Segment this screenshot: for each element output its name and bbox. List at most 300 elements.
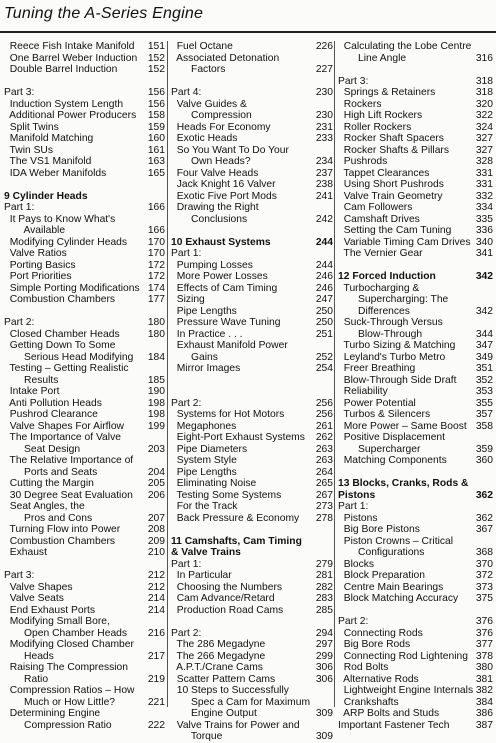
toc-page-number: 320	[475, 98, 493, 110]
toc-entry	[171, 421, 333, 433]
toc-page-number: 185	[147, 374, 165, 386]
toc-page-number: 297	[315, 639, 333, 650]
toc-page-number: 342	[475, 305, 493, 317]
toc-page-number: 199	[147, 420, 165, 432]
toc-entry-title: Pipe Diameters	[171, 443, 248, 455]
toc-entry	[4, 674, 165, 686]
toc-entry-title: Valve Guides &	[171, 98, 247, 110]
toc-entry	[171, 363, 333, 375]
toc-entry-title: Eliminating Noise	[171, 478, 257, 489]
toc-page-number: 382	[475, 685, 493, 696]
toc-entry-title: Four Valve Heads	[171, 167, 259, 179]
toc-entry-title: Pressure Wave Tuning	[171, 317, 281, 328]
toc-entry-title: Freer Breathing	[338, 363, 416, 374]
toc-entry	[4, 639, 165, 651]
toc-entry	[338, 501, 493, 513]
toc-entry	[4, 628, 165, 640]
toc-entry-title: Modifying Small Bore,	[4, 616, 110, 627]
toc-entry-title: Eight-Port Exhaust Systems	[171, 432, 305, 443]
toc-entry	[338, 536, 493, 548]
toc-page-number: 180	[147, 317, 165, 328]
toc-chapter-heading	[338, 478, 493, 490]
toc-entry-title: Line Angle	[338, 52, 407, 64]
toc-entry-title: Sizing	[171, 294, 205, 305]
toc-spacer	[171, 225, 333, 237]
toc-entry-title: Getting Down To Some	[4, 340, 116, 351]
toc-entry	[171, 294, 333, 306]
toc-entry-title: Gains	[171, 351, 218, 363]
toc-spacer	[171, 76, 333, 88]
toc-entry	[338, 593, 493, 605]
toc-page-number: 250	[315, 317, 333, 328]
toc-entry	[4, 363, 165, 375]
toc-entry	[171, 478, 333, 490]
toc-page-number: 381	[475, 673, 493, 685]
toc-entry	[338, 639, 493, 651]
toc-entry	[4, 432, 165, 444]
toc-page-number: 244	[315, 236, 333, 248]
toc-entry	[4, 317, 165, 329]
toc-entry	[171, 685, 333, 697]
toc-page-number: 386	[475, 708, 493, 719]
toc-entry-title: Fuel Octane	[171, 41, 233, 52]
column-divider	[167, 41, 168, 707]
toc-entry-title: Rocker Shaft Spacers	[338, 133, 444, 144]
toc-page-number: 251	[315, 328, 333, 340]
toc-entry-title: Part 1:	[4, 202, 35, 213]
toc-entry-title: Choosing the Numbers	[171, 581, 283, 593]
toc-entry-title: More Power – Same Boost	[338, 420, 467, 432]
toc-entry	[171, 467, 333, 479]
toc-page-number: 159	[147, 121, 165, 133]
toc-entry-title: Power Potential	[338, 397, 416, 409]
toc-entry	[338, 628, 493, 640]
toc-entry-title: Modifying Cylinder Heads	[4, 236, 128, 248]
toc-page-number: 222	[147, 719, 165, 731]
toc-entry	[171, 329, 333, 341]
toc-entry-title: The 266 Megadyne	[171, 650, 266, 662]
toc-entry-title: 30 Degree Seat Evaluation	[4, 489, 133, 501]
toc-entry-title: Piston Crowns – Critical	[338, 535, 454, 547]
toc-entry	[4, 616, 165, 628]
toc-entry-title: Heads For Economy	[171, 121, 271, 133]
toc-entry	[171, 444, 333, 456]
toc-column-1	[4, 41, 165, 731]
toc-page-number: 209	[147, 535, 165, 547]
toc-entry-title: Big Bore Pistons	[338, 524, 420, 535]
toc-entry-title: Matching Components	[338, 455, 447, 466]
toc-entry-title: Configurations	[338, 547, 425, 558]
toc-entry-title: Positive Displacement	[338, 432, 446, 443]
toc-page-number: 163	[147, 156, 165, 167]
toc-page-number: 359	[475, 443, 493, 455]
toc-entry	[4, 133, 165, 145]
toc-entry-title: Compression Ratios – How	[4, 685, 135, 696]
toc-page-number: 335	[475, 213, 493, 225]
toc-page-number: 387	[475, 719, 493, 731]
toc-entry-title: Twin SUs	[4, 144, 54, 156]
toc-entry	[4, 685, 165, 697]
toc-chapter-heading	[171, 536, 333, 548]
toc-page-number: 283	[315, 593, 333, 604]
toc-page-number: 237	[315, 167, 333, 179]
page-header	[0, 0, 496, 36]
toc-entry	[338, 145, 493, 157]
toc-entry	[171, 398, 333, 410]
toc-page-number: 230	[315, 110, 333, 121]
toc-page-number: 234	[315, 156, 333, 167]
toc-entry-title: IDA Weber Manifolds	[4, 167, 107, 179]
toc-entry-title: Own Heads?	[171, 156, 251, 167]
toc-entry	[171, 99, 333, 111]
toc-entry-title: For the Track	[171, 501, 238, 512]
toc-page-number: 309	[315, 731, 333, 742]
toc-entry-title: Part 4:	[171, 87, 202, 98]
toc-entry	[4, 582, 165, 594]
toc-entry-title: Part 2:	[338, 616, 369, 627]
toc-entry	[338, 110, 493, 122]
toc-page-number: 299	[315, 650, 333, 662]
toc-page-number: 212	[147, 570, 165, 581]
toc-entry-title: Split Twins	[4, 121, 59, 133]
toc-page-number: 256	[315, 409, 333, 420]
toc-page-number: 331	[475, 167, 493, 179]
toc-entry	[4, 156, 165, 168]
toc-page-number: 334	[475, 202, 493, 213]
toc-page-number: 336	[475, 225, 493, 236]
toc-entry	[4, 99, 165, 111]
toc-page-number: 174	[147, 282, 165, 294]
toc-page-number: 160	[147, 133, 165, 144]
toc-entry-title: Part 2:	[171, 397, 202, 409]
toc-entry-title: Exhaust	[4, 547, 47, 558]
toc-entry-title: Big Bore Rods	[338, 639, 411, 650]
toc-entry	[171, 133, 333, 145]
toc-entry	[4, 41, 165, 53]
toc-entry-title: Drawing the Right	[171, 202, 259, 213]
toc-page-number: 156	[147, 87, 165, 98]
toc-entry	[171, 582, 333, 594]
toc-entry	[4, 421, 165, 433]
toc-entry-title: Scatter Pattern Cams	[171, 673, 276, 685]
toc-entry-title: Pumping Losses	[171, 259, 253, 271]
toc-page-number: 380	[475, 662, 493, 673]
toc-page-number: 205	[147, 478, 165, 489]
toc-page-number: 208	[147, 524, 165, 535]
toc-entry-title: Raising The Compression	[4, 662, 129, 673]
toc-entry	[4, 237, 165, 249]
toc-page-number: 344	[475, 328, 493, 340]
toc-entry-title: Part 1:	[171, 558, 202, 570]
toc-page-number: 170	[147, 236, 165, 248]
toc-entry-title: 11 Camshafts, Cam Timing	[171, 535, 302, 547]
toc-entry-title: Combustion Chambers	[4, 294, 116, 305]
toc-page-number: 279	[315, 558, 333, 570]
toc-entry-title: Seat Design	[4, 443, 81, 455]
toc-entry-title: Torque	[171, 731, 223, 742]
toc-entry-title: Much or How Little?	[4, 696, 116, 708]
toc-spacer	[338, 605, 493, 617]
toc-entry-title: In Practice . . .	[171, 328, 243, 340]
toc-page-number: 340	[475, 236, 493, 248]
toc-entry-title: Effects of Cam Timing	[171, 282, 278, 294]
toc-page-number: 166	[147, 225, 165, 236]
toc-entry-title: System Style	[171, 455, 237, 466]
toc-entry-title: Pistons	[338, 512, 378, 524]
toc-entry-title: Using Short Pushrods	[338, 179, 444, 190]
toc-entry-title: Exotic Heads	[171, 133, 238, 144]
toc-entry	[338, 375, 493, 387]
toc-entry-title: Open Chamber Heads	[4, 627, 128, 639]
toc-entry-title: Blocks	[338, 558, 375, 570]
toc-chapter-heading	[338, 271, 493, 283]
toc-page-number: 318	[475, 75, 493, 87]
toc-page-number: 331	[475, 179, 493, 190]
toc-page-number: 349	[475, 351, 493, 363]
toc-page-number: 230	[315, 87, 333, 98]
toc-page-number: 214	[147, 604, 165, 616]
toc-entry-title: Conclusions	[171, 213, 248, 225]
toc-entry-title: Blow-Through Side Draft	[338, 374, 457, 386]
toc-entry	[338, 547, 493, 559]
toc-entry	[4, 547, 165, 559]
toc-entry	[171, 271, 333, 283]
toc-entry	[338, 329, 493, 341]
toc-page-number: 170	[147, 248, 165, 259]
toc-page-number: 246	[315, 271, 333, 282]
toc-page-number: 347	[475, 340, 493, 351]
toc-entry	[338, 455, 493, 467]
toc-page-number: 151	[147, 41, 165, 52]
toc-entry-title: & Valve Trains	[171, 547, 241, 558]
toc-page-number: 358	[475, 420, 493, 432]
toc-entry-title: It Pays to Know What's	[4, 213, 116, 225]
toc-page-number: 263	[315, 455, 333, 466]
toc-entry-title: Cutting the Margin	[4, 478, 94, 489]
toc-entry	[4, 340, 165, 352]
toc-page-number: 203	[147, 443, 165, 455]
toc-entry	[338, 524, 493, 536]
toc-entry-title: Important Fastener Tech	[338, 719, 450, 731]
toc-entry	[171, 179, 333, 191]
toc-entry	[171, 570, 333, 582]
toc-entry-title: In Particular	[171, 570, 232, 581]
toc-entry	[4, 214, 165, 226]
toc-page-number: 206	[147, 489, 165, 501]
toc-entry	[4, 53, 165, 65]
toc-page-number: 227	[315, 64, 333, 75]
toc-entry	[171, 156, 333, 168]
toc-page-number: 327	[475, 144, 493, 156]
toc-entry-title: Serious Head Modifying	[4, 351, 134, 363]
toc-entry-title: Valve Trains for Power and	[171, 719, 300, 731]
toc-entry	[171, 168, 333, 180]
toc-entry-title: Pipe Lengths	[171, 466, 237, 478]
toc-page-number: 216	[147, 627, 165, 639]
toc-entry-title: Additional Power Producers	[4, 110, 137, 121]
toc-entry	[338, 363, 493, 375]
toc-spacer	[4, 306, 165, 318]
toc-entry-title: Combustion Chambers	[4, 535, 116, 547]
toc-entry	[171, 248, 333, 260]
toc-entry-title: Part 1:	[338, 501, 369, 512]
toc-page-number: 231	[315, 121, 333, 133]
toc-entry	[338, 421, 493, 433]
toc-page-number: 221	[147, 696, 165, 708]
toc-entry	[4, 697, 165, 709]
toc-entry-title: Intake Port	[4, 386, 60, 397]
toc-entry	[338, 99, 493, 111]
toc-entry	[4, 570, 165, 582]
toc-entry	[171, 122, 333, 134]
toc-entry-title: Part 1:	[171, 248, 202, 259]
toc-page-number: 316	[475, 52, 493, 64]
toc-entry-title: Compression	[171, 110, 252, 121]
toc-entry	[338, 76, 493, 88]
toc-entry	[171, 651, 333, 663]
toc-entry-title: Available	[4, 225, 66, 236]
toc-entry	[4, 444, 165, 456]
toc-entry	[338, 41, 493, 53]
toc-entry-title: Suck-Through Versus	[338, 317, 443, 328]
toc-page-number: 250	[315, 305, 333, 317]
toc-entry	[338, 352, 493, 364]
toc-page-number: 367	[475, 524, 493, 535]
toc-page-number: 241	[315, 190, 333, 202]
toc-entry-title: A.P.T./Crane Cams	[171, 662, 263, 673]
toc-entry	[338, 191, 493, 203]
page-title: Tuning the A-Series Engine	[4, 5, 204, 22]
toc-entry-title: Systems for Hot Motors	[171, 409, 285, 420]
toc-entry-title: The Importance of Valve	[4, 432, 121, 443]
toc-page-number: 238	[315, 179, 333, 190]
toc-entry	[4, 605, 165, 617]
toc-entry-title: Springs & Retainers	[338, 87, 436, 98]
toc-entry	[171, 340, 333, 352]
toc-entry	[338, 513, 493, 525]
toc-entry	[338, 202, 493, 214]
toc-entry-title: Pipe Lengths	[171, 305, 237, 317]
toc-entry	[171, 708, 333, 720]
toc-page-number: 254	[315, 363, 333, 374]
toc-entry-title: The Relative Importance of	[4, 455, 134, 466]
toc-entry	[4, 375, 165, 387]
toc-entry	[4, 294, 165, 306]
toc-entry	[4, 260, 165, 272]
toc-entry-title: Differences	[338, 305, 410, 317]
toc-entry	[338, 156, 493, 168]
toc-spacer	[171, 524, 333, 536]
toc-entry-title: 9 Cylinder Heads	[4, 190, 88, 202]
toc-entry-title: Back Pressure & Economy	[171, 512, 300, 524]
toc-page-number: 372	[475, 570, 493, 581]
toc-entry	[4, 490, 165, 502]
toc-entry-title: Anti Pollution Heads	[4, 397, 102, 409]
toc-page-number: 306	[315, 673, 333, 685]
toc-entry	[171, 202, 333, 214]
toc-entry	[338, 708, 493, 720]
toc-entry	[171, 432, 333, 444]
toc-entry-title: Turning Flow into Power	[4, 524, 121, 535]
toc-entry-title: Heads	[4, 650, 54, 662]
toc-entry	[338, 283, 493, 295]
toc-page-number: 172	[147, 259, 165, 271]
toc-page-number: 342	[475, 271, 493, 282]
toc-page-number: 198	[147, 409, 165, 420]
toc-entry	[338, 616, 493, 628]
toc-entry-title: Pros and Cons	[4, 512, 93, 524]
toc-entry-title: Testing Some Systems	[171, 489, 282, 501]
toc-entry	[171, 409, 333, 421]
toc-entry-title: Part 3:	[4, 570, 35, 581]
toc-entry	[4, 662, 165, 674]
toc-entry	[4, 536, 165, 548]
toc-entry	[171, 317, 333, 329]
toc-page-number: 332	[475, 190, 493, 202]
toc-entry	[338, 53, 493, 65]
toc-entry	[4, 524, 165, 536]
toc-page-number: 378	[475, 650, 493, 662]
toc-page-number: 362	[475, 512, 493, 524]
toc-entry-title: Seat Angles, the	[4, 501, 85, 512]
toc-page-number: 376	[475, 627, 493, 639]
toc-spacer	[338, 64, 493, 76]
toc-entry	[4, 64, 165, 76]
toc-entry-title: Valve Shapes For Airflow	[4, 420, 124, 432]
toc-page-number: 376	[475, 616, 493, 627]
toc-entry	[171, 53, 333, 65]
toc-entry-title: More Power Losses	[171, 271, 268, 282]
toc-entry-title: Modifying Closed Chamber	[4, 639, 134, 650]
toc-entry-title: Block Matching Accuracy	[338, 593, 459, 604]
toc-page-number: 152	[147, 52, 165, 64]
toc-entry	[4, 145, 165, 157]
toc-entry-title: Results	[4, 374, 59, 386]
toc-entry	[171, 501, 333, 513]
toc-entry-title: Megaphones	[171, 420, 237, 432]
toc-entry-title: Associated Detonation	[171, 52, 280, 64]
toc-entry	[171, 559, 333, 571]
toc-chapter-heading	[338, 490, 493, 502]
toc-entry	[171, 513, 333, 525]
toc-entry	[171, 352, 333, 364]
toc-entry-title: Engine Output	[171, 708, 257, 719]
toc-entry-title: Camshaft Drives	[338, 213, 420, 225]
toc-column-3	[338, 41, 493, 731]
toc-page-number: 368	[475, 547, 493, 558]
toc-entry	[171, 731, 333, 743]
toc-entry-title: Mirror Images	[171, 363, 241, 374]
toc-page-number: 177	[147, 294, 165, 305]
toc-entry	[4, 87, 165, 99]
toc-page-number: 360	[475, 455, 493, 466]
toc-page-number: 273	[315, 501, 333, 512]
toc-page-number: 264	[315, 466, 333, 478]
toc-page-number: 327	[475, 133, 493, 144]
toc-page-number: 265	[315, 478, 333, 489]
toc-entry-title: The VS1 Manifold	[4, 156, 92, 167]
toc-entry-title: So You Want To Do Your	[171, 144, 289, 156]
toc-page-number: 212	[147, 581, 165, 593]
toc-entry-title: Valve Shapes	[4, 581, 73, 593]
toc-entry	[338, 570, 493, 582]
toc-entry-title: Ports and Seats	[4, 466, 98, 478]
toc-page-number: 352	[475, 374, 493, 386]
toc-page-number: 252	[315, 351, 333, 363]
toc-entry	[338, 386, 493, 398]
toc-entry-title: Centre Main Bearings	[338, 581, 444, 593]
toc-entry-title: Supercharging: The	[338, 294, 449, 305]
